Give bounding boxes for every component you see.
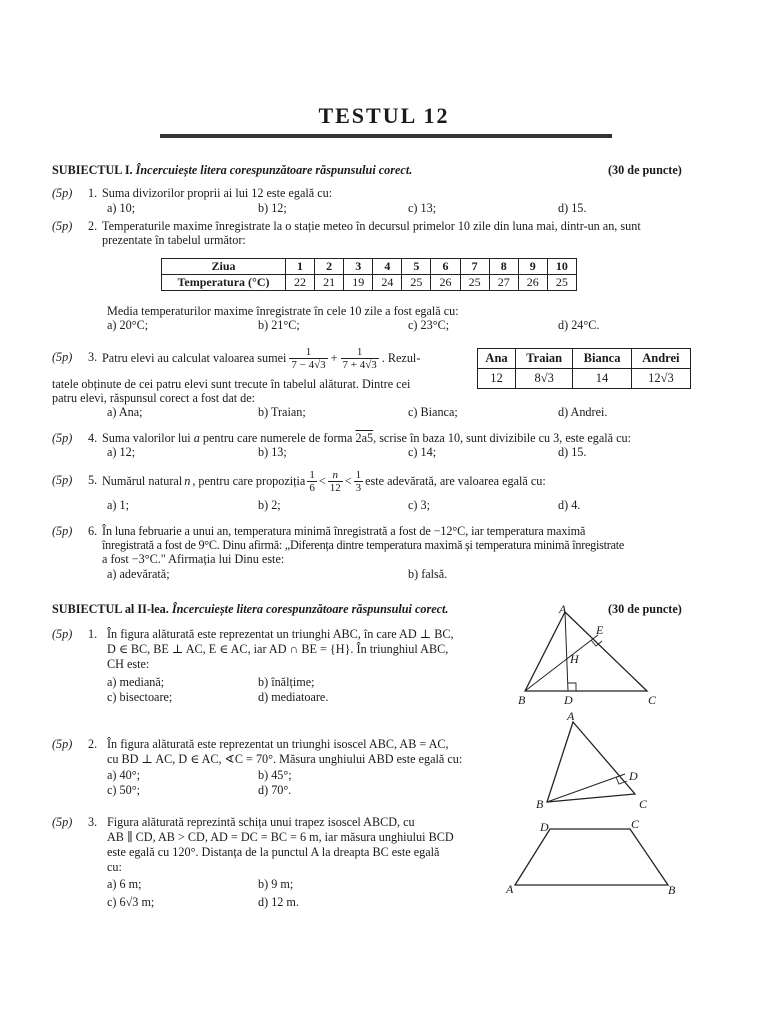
q4-text	[102, 431, 631, 446]
s2q2-line2: cu BD ⊥ AC, D ∈ AC, ∢C = 70°. Măsura unghiului ABD este egală cu:	[107, 752, 463, 766]
q4-option-b: b) 13;	[258, 445, 287, 459]
table-cell: Bianca	[573, 349, 632, 369]
q2-option-d: d) 24°C.	[558, 318, 600, 332]
q5-text-c: este adevărată, are valoarea egală cu:	[365, 473, 546, 488]
plus-sign: +	[330, 350, 338, 365]
q2-text-line1: Temperaturile maxime înregistrate la o stație meteo în decursul primelor 10 zile din luna mai, dintr-un an, sunt	[102, 219, 641, 233]
q5-text	[102, 465, 546, 497]
s2q3-points: (5p)	[52, 815, 73, 829]
table-cell: Ziua	[162, 259, 286, 275]
q2-text-line3: Media temperaturilor maxime înregistrate în cele 10 zile a fost egală cu:	[107, 304, 459, 318]
table-cell: 27	[489, 275, 518, 291]
s2q3-option-c: c) 6√3 m;	[107, 895, 155, 909]
fraction-denominator: 3	[355, 481, 362, 494]
table-cell: 12	[478, 369, 516, 389]
table-cell: 22	[286, 275, 315, 291]
q5-number: 5.	[88, 473, 98, 487]
trapezoid-figure	[500, 815, 685, 900]
q4-option-a: a) 12;	[107, 445, 136, 459]
s1-heading-label: SUBIECTUL I.	[52, 163, 133, 177]
q3-number: 3.	[88, 350, 98, 364]
q6-text-line3: a fost −3°C." Afirmația lui Dinu este:	[102, 552, 285, 566]
s2q1-number: 1.	[88, 627, 98, 641]
q3-text-line1	[102, 341, 420, 375]
s2q2-option-d: d) 70°.	[258, 783, 292, 797]
q6-option-b: b) falsă.	[408, 567, 448, 581]
table-cell: 8	[489, 259, 518, 275]
table-cell: Temperatura (°C)	[162, 275, 286, 291]
s2q1-points: (5p)	[52, 627, 73, 641]
q3-points: (5p)	[52, 350, 73, 364]
fraction-denominator: 7 + 4√3	[342, 358, 377, 371]
altitude-bd	[547, 774, 625, 802]
q5-option-a: a) 1;	[107, 498, 129, 512]
fraction-numerator: 1	[341, 346, 379, 359]
fraction-denominator: 7 − 4√3	[291, 358, 326, 371]
table-cell: 26	[431, 275, 460, 291]
table-cell: 1	[286, 259, 315, 275]
table-cell: 26	[518, 275, 547, 291]
s2q1-option-b: b) înălțime;	[258, 675, 315, 689]
temperature-table	[161, 258, 577, 291]
q1-number: 1.	[88, 186, 98, 200]
altitude-be	[525, 635, 598, 691]
q3-text-end: . Rezul-	[381, 350, 421, 365]
q4-text-b: pentru care numerele de forma	[202, 431, 353, 445]
table-cell: 25	[402, 275, 431, 291]
fraction-numerator: 1	[309, 468, 315, 481]
s2q2-option-b: b) 45°;	[258, 768, 292, 782]
q6-text-line2: înregistrată a fost de 9°C. Dinu afirmă: „Diferența dintre temperatura maximă și temperatura minimă înregistrate	[102, 538, 625, 552]
s2-points: (30 de puncte)	[608, 602, 682, 616]
table-row	[162, 275, 577, 291]
q3-option-a: a) Ana;	[107, 405, 143, 419]
s2q3-line2: AB ∥ CD, AB > CD, AD = DC = BC = 6 m, iar măsura unghiului BCD	[107, 830, 454, 844]
q3-option-c: c) Bianca;	[408, 405, 458, 419]
s2q2-points: (5p)	[52, 737, 73, 751]
q3-fraction-2	[341, 346, 379, 371]
right-angle-d	[568, 683, 576, 691]
label-b: B	[518, 693, 526, 707]
page-title: TESTUL 12	[318, 103, 450, 128]
q3-option-d: d) Andrei.	[558, 405, 608, 419]
table-cell: Traian	[516, 349, 573, 369]
q1-option-b: b) 12;	[258, 201, 287, 215]
altitude-ad	[565, 612, 568, 691]
q4-text-c: , scrise în baza 10, sunt divizibile cu 3, este egală cu:	[373, 431, 631, 445]
s2-instruction: Încercuiește litera corespunzătoare răspunsului corect.	[171, 602, 449, 616]
label-d: D	[540, 820, 549, 834]
q4-text-a: Suma valorilor lui	[102, 431, 191, 445]
label-d: D	[564, 693, 573, 707]
table-row	[478, 369, 691, 389]
table-row	[162, 259, 577, 275]
title-rule	[160, 134, 612, 138]
fraction-numerator: 1	[355, 468, 362, 481]
q1-option-c: c) 13;	[408, 201, 437, 215]
label-a: A	[559, 602, 567, 616]
s2-heading	[52, 602, 448, 617]
q3-text-line3: patru elevi, răspunsul corect a fost dat de:	[52, 391, 256, 405]
q6-number: 6.	[88, 524, 98, 538]
s2q2-line1: În figura alăturată este reprezentat un triunghi isoscel ABC, AB = AC,	[107, 737, 449, 751]
label-h: H	[570, 652, 579, 666]
s2q2-number: 2.	[88, 737, 98, 751]
table-cell: 5	[402, 259, 431, 275]
q6-points: (5p)	[52, 524, 73, 538]
fraction-denominator: 12	[329, 481, 341, 494]
isosceles-triangle-figure	[525, 708, 665, 818]
s2q3-line1: Figura alăturată reprezintă schița unui trapez isoscel ABCD, cu	[107, 815, 415, 829]
q3-text-line2: tatele obținute de cei patru elevi sunt trecute în tabelul alăturat. Dintre cei	[52, 377, 411, 391]
label-d: D	[629, 769, 638, 783]
q2-text-line2: prezentate în tabelul următor:	[102, 233, 246, 247]
q1-option-d: d) 15.	[558, 201, 587, 215]
s2q1-line2: D ∈ BC, BE ⊥ AC, E ∈ AC, iar AD ∩ BE = {H}. În triunghiul ABC,	[107, 642, 449, 656]
table-cell: 21	[315, 275, 344, 291]
q2-option-a: a) 20°C;	[107, 318, 149, 332]
q6-option-a: a) adevărată;	[107, 567, 170, 581]
s2q3-number: 3.	[88, 815, 98, 829]
s2q1-option-d: d) mediatoare.	[258, 690, 329, 704]
fraction-denominator: 6	[309, 481, 315, 494]
table-cell: 9	[518, 259, 547, 275]
q1-text: Suma divizorilor proprii ai lui 12 este egală cu:	[102, 186, 333, 200]
s1-heading	[52, 163, 412, 178]
label-c: C	[631, 817, 640, 831]
q4-option-c: c) 14;	[408, 445, 437, 459]
s2q1-line3: CH este:	[107, 657, 150, 671]
s2q1-line1: În figura alăturată este reprezentat un triunghi ABC, în care AD ⊥ BC,	[107, 627, 454, 641]
label-c: C	[648, 693, 657, 707]
s2q1-option-c: c) bisectoare;	[107, 690, 173, 704]
q5-option-d: d) 4.	[558, 498, 581, 512]
table-cell: 3	[344, 259, 373, 275]
table-cell: 14	[573, 369, 632, 389]
q1-points: (5p)	[52, 186, 73, 200]
s2q3-option-a: a) 6 m;	[107, 877, 142, 891]
q4-option-d: d) 15.	[558, 445, 587, 459]
table-cell: Andrei	[631, 349, 690, 369]
s2q3-line4: cu:	[107, 860, 122, 874]
q5-text-a: Numărul natural	[102, 473, 183, 488]
q5-fraction-1	[307, 469, 317, 494]
less-than: <	[318, 473, 326, 488]
table-cell: 25	[460, 275, 489, 291]
less-than: <	[344, 473, 352, 488]
label-b: B	[668, 883, 676, 897]
q6-text-line1: În luna februarie a unui an, temperatura minimă înregistrată a fost de −12°C, iar temperatura maximă	[102, 524, 586, 538]
table-cell: 10	[547, 259, 576, 275]
q3-option-b: b) Traian;	[258, 405, 306, 419]
students-table	[477, 348, 691, 389]
label-a: A	[506, 882, 514, 896]
s2q3-option-b: b) 9 m;	[258, 877, 294, 891]
q2-points: (5p)	[52, 219, 73, 233]
q5-option-c: c) 3;	[408, 498, 430, 512]
label-e: E	[596, 623, 604, 637]
q1-option-a: a) 10;	[107, 201, 136, 215]
s1-points: (30 de puncte)	[608, 163, 682, 177]
label-b: B	[536, 797, 544, 811]
s2q3-line3: este egală cu 120°. Distanța de la punctul A la dreapta BC este egală	[107, 845, 440, 859]
s2q2-option-a: a) 40°;	[107, 768, 140, 782]
table-cell: Ana	[478, 349, 516, 369]
trapezoid-abcd	[515, 829, 668, 885]
q3-fraction-1	[289, 346, 327, 371]
q2-option-c: c) 23°C;	[408, 318, 450, 332]
table-cell: 6	[431, 259, 460, 275]
q4-number-form: 2a5	[355, 431, 374, 445]
q4-points: (5p)	[52, 431, 73, 445]
q4-variable: a	[193, 431, 200, 445]
fraction-numerator: 1	[289, 346, 327, 359]
s1-instruction: Încercuiește litera corespunzătoare răspunsului corect.	[135, 163, 413, 177]
fraction-numerator: n	[328, 469, 343, 482]
label-a: A	[567, 709, 575, 723]
label-c: C	[639, 797, 648, 811]
q4-number: 4.	[88, 431, 98, 445]
q5-text-b: , pentru care propoziția	[192, 473, 306, 488]
table-row	[478, 349, 691, 369]
s2q3-option-d: d) 12 m.	[258, 895, 299, 909]
table-cell: 19	[344, 275, 373, 291]
table-cell: 24	[373, 275, 402, 291]
s2q2-option-c: c) 50°;	[107, 783, 140, 797]
s2q1-option-a: a) mediană;	[107, 675, 165, 689]
triangle-abc	[525, 612, 647, 691]
q2-option-b: b) 21°C;	[258, 318, 300, 332]
table-cell: 7	[460, 259, 489, 275]
q3-text-start: Patru elevi au calculat valoarea sumei	[102, 350, 287, 365]
q5-fraction-2	[328, 469, 343, 494]
q5-fraction-3	[354, 469, 364, 494]
table-cell: 8√3	[516, 369, 573, 389]
q2-number: 2.	[88, 219, 98, 233]
q5-option-b: b) 2;	[258, 498, 281, 512]
table-cell: 4	[373, 259, 402, 275]
table-cell: 2	[315, 259, 344, 275]
triangle-abc-figure	[510, 600, 670, 712]
q5-points: (5p)	[52, 473, 73, 487]
s2-heading-label: SUBIECTUL al II-lea.	[52, 602, 169, 616]
q5-variable: n	[184, 473, 191, 488]
table-cell: 12√3	[631, 369, 690, 389]
table-cell: 25	[547, 275, 576, 291]
triangle-abc	[547, 722, 635, 802]
